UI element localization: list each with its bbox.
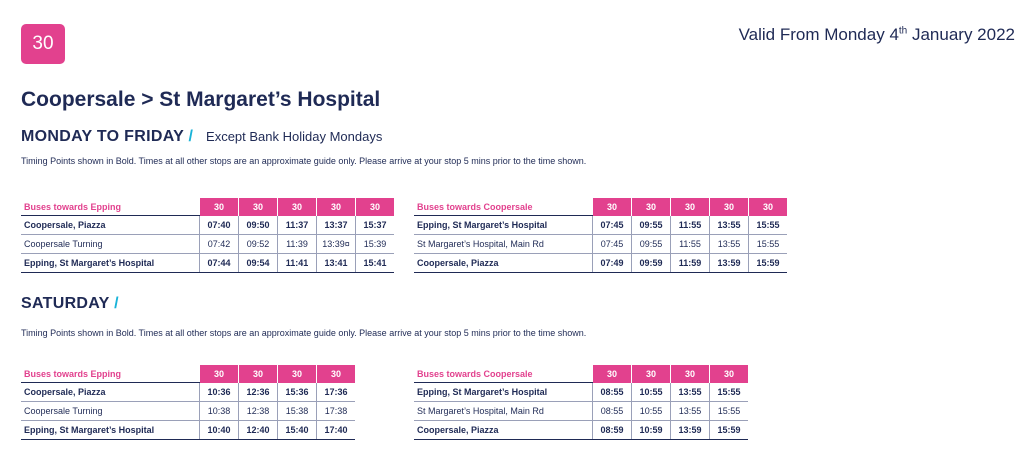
departure-time: 10:38 bbox=[200, 402, 239, 421]
weekday-towards-epping-table bbox=[21, 198, 394, 273]
departure-time: 10:55 bbox=[632, 383, 671, 402]
stop-name: Coopersale Turning bbox=[21, 235, 200, 254]
departure-time: 09:54 bbox=[239, 254, 278, 273]
route-column-header: 30 bbox=[749, 198, 788, 216]
departure-time: 13:37 bbox=[317, 216, 356, 235]
departure-time: 10:55 bbox=[632, 402, 671, 421]
slash-divider-icon: / bbox=[114, 295, 119, 312]
route-column-header: 30 bbox=[671, 198, 710, 216]
departure-time: 15:38 bbox=[278, 402, 317, 421]
departure-time: 17:36 bbox=[317, 383, 356, 402]
departure-time: 10:36 bbox=[200, 383, 239, 402]
departure-time: 15:36 bbox=[278, 383, 317, 402]
route-column-header: 30 bbox=[632, 198, 671, 216]
departure-time: 13:59 bbox=[671, 421, 710, 440]
departure-time: 07:49 bbox=[593, 254, 632, 273]
departure-time: 11:55 bbox=[671, 235, 710, 254]
stop-name: Coopersale, Piazza bbox=[21, 216, 200, 235]
stop-name: Coopersale, Piazza bbox=[414, 254, 593, 273]
departure-time: 08:55 bbox=[593, 383, 632, 402]
saturday-towards-coopersale-table bbox=[414, 365, 748, 440]
table-row bbox=[414, 216, 787, 235]
route-column-header: 30 bbox=[671, 365, 710, 383]
departure-time: 11:41 bbox=[278, 254, 317, 273]
saturday-heading-label: SATURDAY bbox=[21, 295, 110, 312]
departure-time: 07:45 bbox=[593, 216, 632, 235]
weekday-towards-coopersale-table bbox=[414, 198, 787, 273]
route-number-badge: 30 bbox=[21, 24, 65, 64]
departure-time: 13:59 bbox=[710, 254, 749, 273]
stop-name: Coopersale, Piazza bbox=[414, 421, 593, 440]
table-row bbox=[414, 402, 748, 421]
departure-time: 15:41 bbox=[356, 254, 395, 273]
route-column-header: 30 bbox=[278, 198, 317, 216]
departure-time: 15:55 bbox=[710, 383, 749, 402]
departure-time: 15:40 bbox=[278, 421, 317, 440]
departure-time: 17:40 bbox=[317, 421, 356, 440]
table-row bbox=[414, 383, 748, 402]
route-column-header: 30 bbox=[710, 365, 749, 383]
stop-name: Epping, St Margaret’s Hospital bbox=[21, 421, 200, 440]
route-column-header: 30 bbox=[593, 198, 632, 216]
table-row bbox=[414, 235, 787, 254]
slash-divider-icon: / bbox=[188, 128, 194, 145]
stop-name: St Margaret’s Hospital, Main Rd bbox=[414, 235, 593, 254]
departure-time: 09:50 bbox=[239, 216, 278, 235]
departure-time: 15:59 bbox=[710, 421, 749, 440]
table-row bbox=[21, 402, 355, 421]
departure-time: 12:38 bbox=[239, 402, 278, 421]
saturday-heading bbox=[21, 295, 119, 313]
departure-time: 17:38 bbox=[317, 402, 356, 421]
departure-time: 13:55 bbox=[710, 235, 749, 254]
table-row bbox=[21, 254, 394, 273]
departure-time: 13:55 bbox=[671, 383, 710, 402]
stop-name: Epping, St Margaret’s Hospital bbox=[414, 216, 593, 235]
departure-time: 08:55 bbox=[593, 402, 632, 421]
stop-name: St Margaret’s Hospital, Main Rd bbox=[414, 402, 593, 421]
valid-from-prefix: Valid From Monday 4 bbox=[738, 25, 899, 44]
departure-time: 11:37 bbox=[278, 216, 317, 235]
departure-time: 15:55 bbox=[749, 216, 788, 235]
departure-time: 15:39 bbox=[356, 235, 395, 254]
departure-time: 08:59 bbox=[593, 421, 632, 440]
departure-time: 07:42 bbox=[200, 235, 239, 254]
departure-time: 13:41 bbox=[317, 254, 356, 273]
stop-name: Coopersale Turning bbox=[21, 402, 200, 421]
departure-time: 09:59 bbox=[632, 254, 671, 273]
valid-from-date bbox=[739, 25, 1015, 45]
direction-header: Buses towards Coopersale bbox=[414, 365, 593, 383]
route-column-header: 30 bbox=[632, 365, 671, 383]
departure-time: 15:37 bbox=[356, 216, 395, 235]
departure-time: 07:45 bbox=[593, 235, 632, 254]
route-column-header: 30 bbox=[278, 365, 317, 383]
departure-time: 13:55 bbox=[671, 402, 710, 421]
route-title: Coopersale > St Margaret’s Hospital bbox=[21, 88, 381, 111]
departure-time: 11:55 bbox=[671, 216, 710, 235]
departure-time: 10:59 bbox=[632, 421, 671, 440]
departure-time: 13:39¤ bbox=[317, 235, 356, 254]
departure-time: 12:36 bbox=[239, 383, 278, 402]
table-row bbox=[414, 421, 748, 440]
table-row bbox=[21, 383, 355, 402]
route-column-header: 30 bbox=[200, 198, 239, 216]
weekday-heading-label: MONDAY TO FRIDAY bbox=[21, 128, 184, 145]
direction-header: Buses towards Epping bbox=[21, 365, 200, 383]
route-column-header: 30 bbox=[200, 365, 239, 383]
route-column-header: 30 bbox=[356, 198, 395, 216]
departure-time: 07:44 bbox=[200, 254, 239, 273]
route-column-header: 30 bbox=[710, 198, 749, 216]
route-column-header: 30 bbox=[593, 365, 632, 383]
direction-header: Buses towards Coopersale bbox=[414, 198, 593, 216]
departure-time: 15:55 bbox=[710, 402, 749, 421]
departure-time: 11:39 bbox=[278, 235, 317, 254]
route-column-header: 30 bbox=[239, 365, 278, 383]
departure-time: 07:40 bbox=[200, 216, 239, 235]
departure-time: 09:55 bbox=[632, 235, 671, 254]
weekday-timing-note: Timing Points shown in Bold. Times at all other stops are an approximate guide only. Please arrive at your stop 5 mins prior to the time shown. bbox=[21, 156, 587, 166]
departure-time: 11:59 bbox=[671, 254, 710, 273]
route-column-header: 30 bbox=[317, 198, 356, 216]
departure-time: 15:59 bbox=[749, 254, 788, 273]
stop-name: Epping, St Margaret’s Hospital bbox=[21, 254, 200, 273]
table-row bbox=[414, 254, 787, 273]
departure-time: 13:55 bbox=[710, 216, 749, 235]
stop-name: Coopersale, Piazza bbox=[21, 383, 200, 402]
weekday-except-note: Except Bank Holiday Mondays bbox=[206, 129, 383, 144]
table-row bbox=[21, 235, 394, 254]
direction-header: Buses towards Epping bbox=[21, 198, 200, 216]
departure-time: 09:55 bbox=[632, 216, 671, 235]
route-column-header: 30 bbox=[239, 198, 278, 216]
departure-time: 12:40 bbox=[239, 421, 278, 440]
departure-time: 15:55 bbox=[749, 235, 788, 254]
route-column-header: 30 bbox=[317, 365, 356, 383]
stop-name: Epping, St Margaret’s Hospital bbox=[414, 383, 593, 402]
departure-time: 09:52 bbox=[239, 235, 278, 254]
departure-time: 10:40 bbox=[200, 421, 239, 440]
saturday-timing-note: Timing Points shown in Bold. Times at all other stops are an approximate guide only. Please arrive at your stop 5 mins prior to the time shown. bbox=[21, 328, 587, 338]
valid-from-ordinal: th bbox=[898, 25, 908, 37]
weekday-heading bbox=[21, 128, 382, 146]
saturday-towards-epping-table bbox=[21, 365, 355, 440]
valid-from-suffix: January 2022 bbox=[907, 25, 1015, 44]
table-row bbox=[21, 421, 355, 440]
table-row bbox=[21, 216, 394, 235]
